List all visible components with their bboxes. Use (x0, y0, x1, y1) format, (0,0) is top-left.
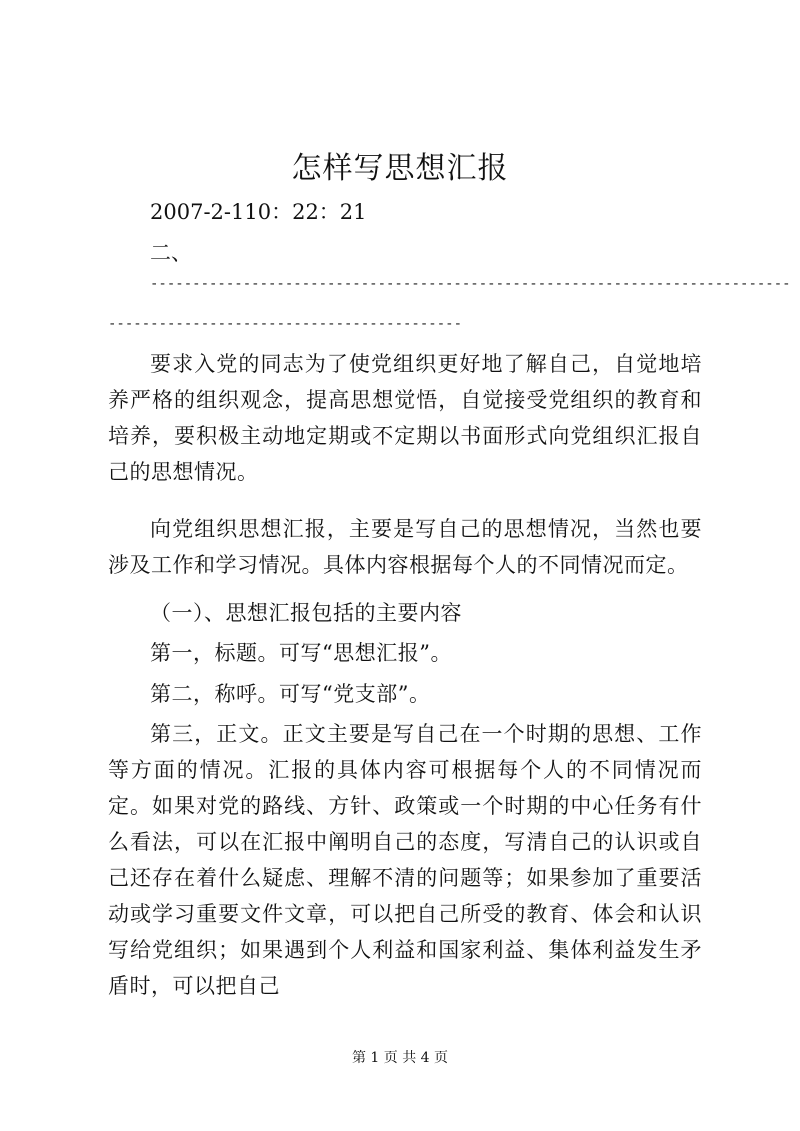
item-third: 第三，正文。正文主要是写自己在一个时期的思想、工作等方面的情况。汇报的具体内容可根据每个人的不同情况而定。如果对党的路线、方针、政策或一个时期的中心任务有什么看法，可以在汇报中阐明自己的态度，写清自己的认识或自己还存在着什么疑虑、理解不清的问题等；如果参加了重要活动或学习重要文件文章，可以把自己所受的教育、体会和认识写给党组织；如果遇到个人利益和国家利益、集体利益发生矛盾时，可以把自己 (108, 722, 702, 998)
section-marker: 二、 (150, 241, 192, 265)
item-second: 第二，称呼。可写“党支部”。 (150, 682, 431, 706)
document-title: 怎样写思想汇报 (291, 151, 509, 186)
section-heading: （一）、思想汇报包括的主要内容 (150, 601, 462, 625)
divider-line-1: ---------------------------------------------------------------------------- (150, 276, 791, 292)
divider-line-2: ------------------------------------------ (108, 316, 463, 332)
item-first: 第一，标题。可写“思想汇报”。 (150, 641, 452, 665)
page-footer: 第 1 页 共 4 页 (351, 1050, 449, 1066)
paragraph-intro: 要求入党的同志为了使党组织更好地了解自己，自觉地培养严格的组织观念，提高思想觉悟，自觉接受党组织的教育和培养，要积极主动地定期或不定期以书面形式向党组织汇报自己的思想情况。 (108, 352, 702, 484)
document-datetime: 2007-2-110：22：21 (150, 200, 367, 224)
paragraph-overview: 向党组织思想汇报，主要是写自己的思想情况，当然也要涉及工作和学习情况。具体内容根据每个人的不同情况而定。 (108, 517, 702, 577)
